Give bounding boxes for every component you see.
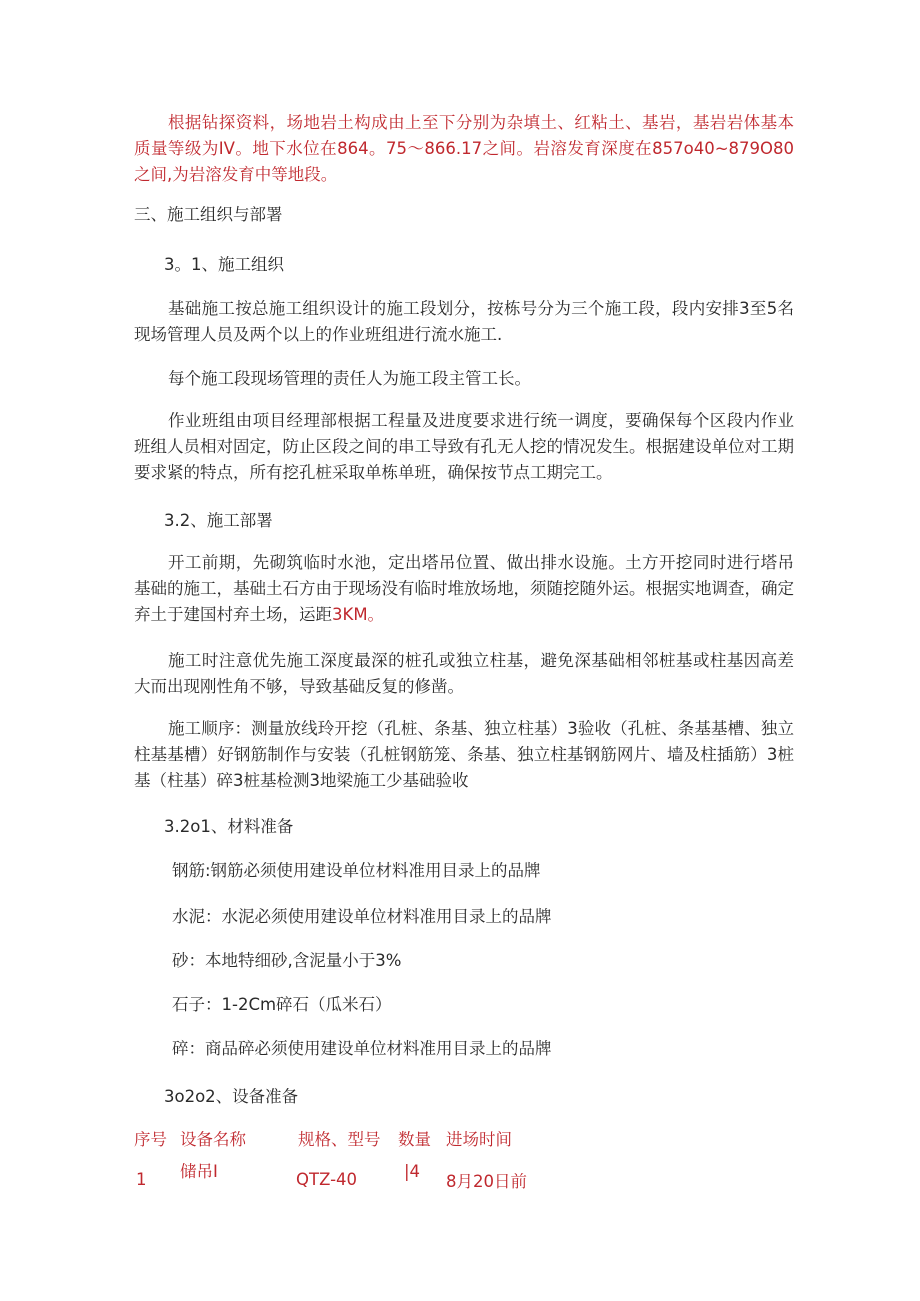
material-sand: 砂：本地特细砂,含泥量小于3%	[172, 951, 402, 970]
paragraph-work-teams: 作业班组由项目经理部根据工程量及进度要求进行统一调度，要确保每个区段内作业班组人员相对固定，防止区段之间的串工导致有孔无人挖的情况发生。根据建设单位对工期要求紧的特点，所有挖孔桩采取单栋单班，确保按节点工期完工。	[134, 411, 794, 482]
paragraph-geology: 根据钻探资料，场地岩土构成由上至下分别为杂填土、红粘土、基岩，基岩岩体基本质量等级为IV。地下水位在864。75～866.17之间。岩溶发育深度在857o40~879O80之间,为岩溶发育中等地段。	[134, 113, 794, 184]
header-quantity: 数量	[398, 1130, 431, 1149]
cell-arrival: 8月20日前	[446, 1172, 527, 1191]
material-concrete: 碎：商品碎必须使用建设单位材料准用目录上的品牌	[172, 1039, 552, 1058]
paragraph-organization: 基础施工按总施工组织设计的施工段划分，按栋号分为三个施工段，段内安排3至5名现场管理人员及两个以上的作业班组进行流水施工.	[134, 299, 794, 344]
deployment-text: 开工前期，先砌筑临时水池，定出塔吊位置、做出排水设施。土方开挖同时进行塔吊基础的施工，基础土石方由于现场没有临时堆放场地，须随挖随外运。根据实地调查，确定弃土于建国村弃土场，运距	[134, 553, 794, 624]
header-name: 设备名称	[180, 1130, 246, 1149]
cell-quantity: |4	[404, 1162, 421, 1181]
cell-spec: QTZ-40	[296, 1170, 358, 1189]
paragraph-deployment	[134, 550, 794, 628]
material-stone: 石子：1-2Cm碎石（瓜米石）	[172, 995, 392, 1014]
cell-index: 1	[136, 1170, 147, 1189]
material-cement: 水泥：水泥必须使用建设单位材料准用目录上的品牌	[172, 907, 552, 926]
table-row	[134, 1162, 694, 1191]
paragraph-priority: 施工时注意优先施工深度最深的桩孔或独立柱基，避免深基础相邻桩基或柱基因高差大而出现刚性角不够，导致基础反复的修凿。	[134, 651, 794, 696]
equipment-table-header	[134, 1126, 694, 1152]
cell-name: 储吊I	[180, 1162, 218, 1181]
distance-value: 3KM。	[332, 605, 385, 624]
subsection-heading-3-2-2: 3o2o2、设备准备	[164, 1087, 299, 1106]
subsection-heading-3-1: 3。1、施工组织	[164, 255, 284, 274]
subsection-heading-3-2: 3.2、施工部署	[164, 511, 273, 530]
header-arrival: 进场时间	[446, 1130, 512, 1149]
material-steel: 钢筋:钢筋必须使用建设单位材料准用目录上的品牌	[172, 861, 541, 880]
paragraph-sequence: 施工顺序：测量放线玲开挖（孔桩、条基、独立柱基）3验收（孔桩、条基基槽、独立柱基基槽）好钢筋制作与安装（孔桩钢筋笼、条基、独立柱基钢筋网片、墙及柱插筋）3桩基（柱基）碎3桩基检测3地梁施工少基础验收	[134, 719, 794, 790]
header-spec: 规格、型号	[298, 1130, 381, 1149]
header-index: 序号	[134, 1130, 167, 1149]
subsection-heading-3-2-1: 3.2o1、材料准备	[164, 817, 294, 836]
section-heading-3: 三、施工组织与部署	[134, 205, 283, 224]
paragraph-responsible: 每个施工段现场管理的责任人为施工段主管工长。	[168, 369, 531, 388]
